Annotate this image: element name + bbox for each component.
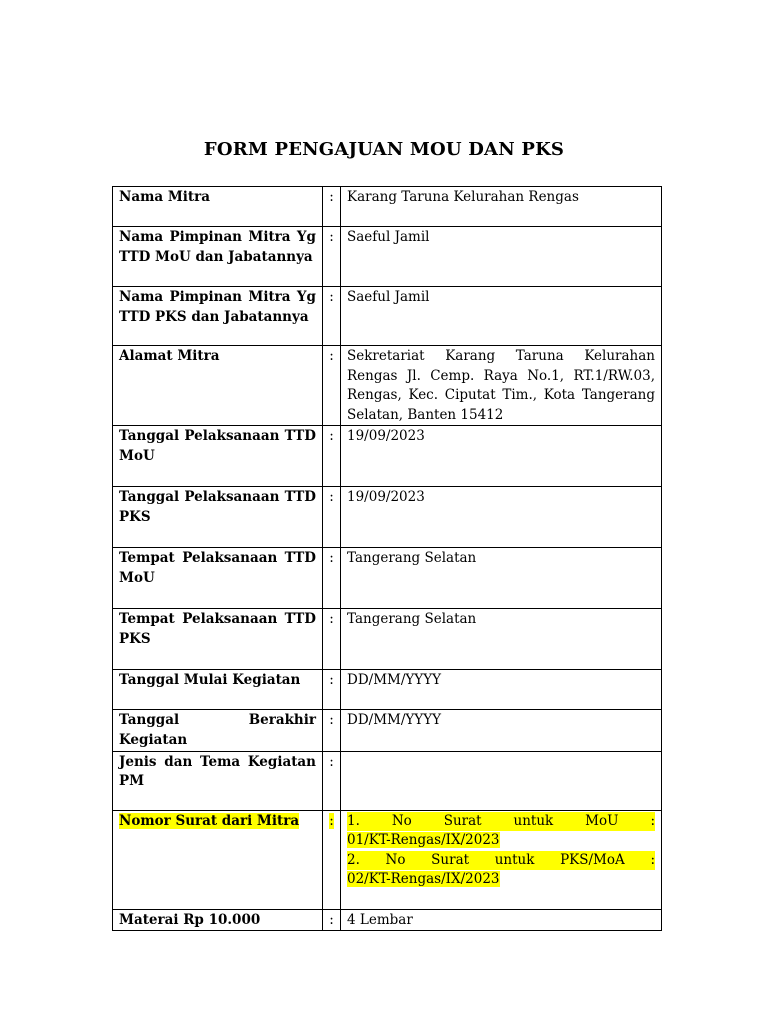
row-value: DD/MM/YYYY	[341, 670, 662, 710]
table-row	[113, 287, 662, 346]
row-value: 19/09/2023	[341, 487, 662, 548]
row-label: Tempat Pelaksanaan TTD PKS	[113, 609, 323, 670]
row-separator: :	[323, 187, 341, 227]
row-label: Alamat Mitra	[113, 346, 323, 426]
row-label: Tanggal Berakhir Kegiatan	[113, 710, 323, 751]
table-row	[113, 710, 662, 751]
row-label: Nama Mitra	[113, 187, 323, 227]
table-row	[113, 487, 662, 548]
row-separator: :	[323, 670, 341, 710]
row-label: Materai Rp 10.000	[113, 909, 323, 931]
row-separator: :	[323, 426, 341, 487]
letter-number-value: 01/KT-Rengas/IX/2023	[347, 832, 500, 849]
row-label: Nomor Surat dari Mitra	[113, 810, 323, 909]
table-row	[113, 187, 662, 227]
row-value: Karang Taruna Kelurahan Rengas	[341, 187, 662, 227]
table-row	[113, 346, 662, 426]
row-separator: :	[323, 227, 341, 287]
table-row	[113, 426, 662, 487]
table-row	[113, 227, 662, 287]
row-separator: :	[323, 609, 341, 670]
row-value: Sekretariat Karang Taruna Kelurahan Rengas Jl. Cemp. Raya No.1, RT.1/RW.03, Rengas, Kec. Ciputat Tim., Kota Tangerang Selatan, Banten 15412	[341, 346, 662, 426]
row-value: DD/MM/YYYY	[341, 710, 662, 751]
row-value	[341, 810, 662, 909]
row-label: Tanggal Pelaksanaan TTD MoU	[113, 426, 323, 487]
table-row	[113, 670, 662, 710]
page-title: FORM PENGAJUAN MOU DAN PKS	[203, 139, 565, 160]
row-value: Saeful Jamil	[341, 227, 662, 287]
table-row	[113, 609, 662, 670]
row-label: Tanggal Mulai Kegiatan	[113, 670, 323, 710]
letter-number-item: 1. No Surat untuk MoU :	[347, 812, 655, 832]
row-label: Tempat Pelaksanaan TTD MoU	[113, 548, 323, 609]
letter-number-item: 2. No Surat untuk PKS/MoA :	[347, 851, 655, 871]
row-label: Jenis dan Tema Kegiatan PM	[113, 751, 323, 810]
row-value: Saeful Jamil	[341, 287, 662, 346]
letter-number-value: 02/KT-Rengas/IX/2023	[347, 871, 500, 888]
row-separator: :	[323, 287, 341, 346]
form-table	[112, 186, 662, 931]
row-separator: :	[323, 810, 341, 909]
row-label: Nama Pimpinan Mitra Yg TTD MoU dan Jabatannya	[113, 227, 323, 287]
row-separator: :	[323, 548, 341, 609]
row-label: Nama Pimpinan Mitra Yg TTD PKS dan Jabatannya	[113, 287, 323, 346]
row-value: Tangerang Selatan	[341, 609, 662, 670]
row-label: Tanggal Pelaksanaan TTD PKS	[113, 487, 323, 548]
row-value: Tangerang Selatan	[341, 548, 662, 609]
row-separator: :	[323, 346, 341, 426]
row-value: 4 Lembar	[341, 909, 662, 931]
row-separator: :	[323, 909, 341, 931]
table-row	[113, 909, 662, 931]
row-value	[341, 751, 662, 810]
row-separator: :	[323, 710, 341, 751]
row-separator: :	[323, 751, 341, 810]
table-row	[113, 548, 662, 609]
row-separator: :	[323, 487, 341, 548]
table-row	[113, 810, 662, 909]
table-row	[113, 751, 662, 810]
row-value: 19/09/2023	[341, 426, 662, 487]
